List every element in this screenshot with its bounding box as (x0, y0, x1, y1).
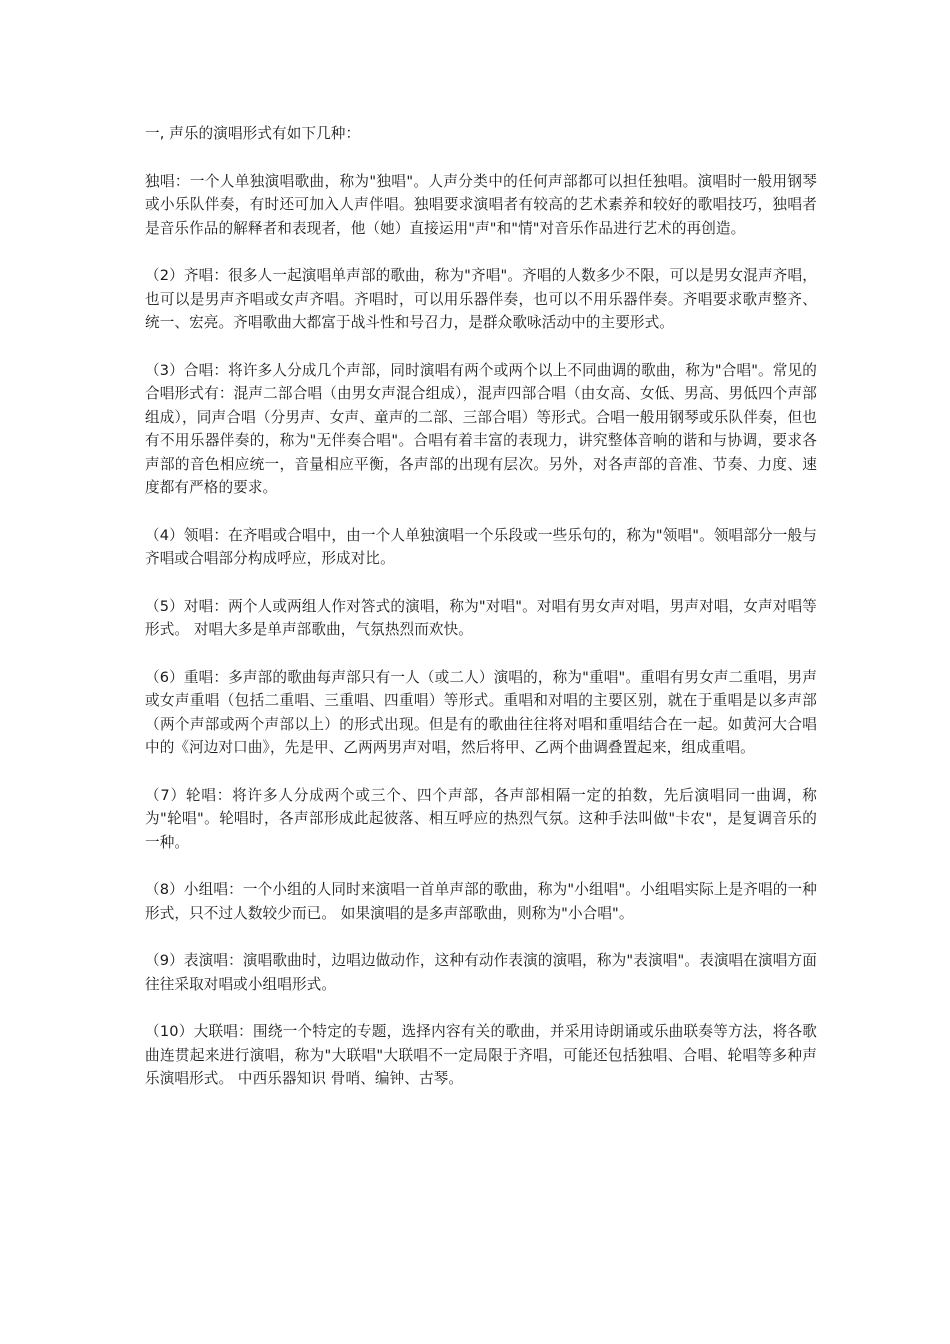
paragraph-medley: （10）大联唱：围绕一个特定的专题，选择内容有关的歌曲，并采用诗朗诵或乐曲联奏等方法，将各歌曲连贯起来进行演唱，称为"大联唱"大联唱不一定局限于齐唱，可能还包括独唱、合唱、轮唱等多种声乐演唱形式。 中西乐器知识 骨哨、编钟、古琴。 (145, 1023, 817, 1087)
paragraph-duet-antiphonal: （5）对唱：两个人或两组人作对答式的演唱，称为"对唱"。对唱有男女声对唱，男声对唱，女声对唱等形式。 对唱大多是单声部歌曲，气氛热烈而欢快。 (145, 597, 817, 638)
section-heading: 一, 声乐的演唱形式有如下几种： (145, 125, 361, 142)
paragraph-small-group: （8）小组唱：一个小组的人同时来演唱一首单声部的歌曲，称为"小组唱"。小组唱实际上是齐唱的一种形式，只不过人数较少而已。 如果演唱的是多声部歌曲，则称为"小合唱"。 (145, 881, 817, 922)
paragraph-performance-singing: （9）表演唱：演唱歌曲时，边唱边做动作，这种有动作表演的演唱，称为"表演唱"。表演唱在演唱方面往往采取对唱或小组唱形式。 (145, 952, 817, 993)
paragraph-ensemble: （6）重唱：多声部的歌曲每声部只有一人（或二人）演唱的，称为"重唱"。重唱有男女声二重唱，男声或女声重唱（包括二重唱、三重唱、四重唱）等形式。重唱和对唱的主要区别，就在于重唱是以多声部（两个声部或两个声部以上）的形式出现。但是有的歌曲往往将对唱和重唱结合在一起。如黄河大合唱中的《河边对口曲》，先是甲、乙两两男声对唱，然后将甲、乙两个曲调叠置起来，组成重唱。 (145, 668, 817, 756)
document-page (145, 122, 817, 1091)
paragraph-lead-singing: （4）领唱：在齐唱或合唱中，由一个人单独演唱一个乐段或一些乐句的，称为"领唱"。领唱部分一般与齐唱或合唱部分构成呼应，形成对比。 (145, 526, 817, 567)
paragraph-chorus: （3）合唱：将许多人分成几个声部，同时演唱有两个或两个以上不同曲调的歌曲，称为"合唱"。常见的合唱形式有：混声二部合唱（由男女声混合组成），混声四部合唱（由女高、女低、男高、男低四个声部组成），同声合唱（分男声、女声、童声的二部、三部合唱）等形式。合唱一般用钢琴或乐队伴奏，但也有不用乐器伴奏的，称为"无伴奏合唱"。合唱有着丰富的表现力，讲究整体音响的谐和与协调，要求各声部的音色相应统一，音量相应平衡，各声部的出现有层次。另外，对各声部的音准、节奏、力度、速度都有严格的要求。 (145, 361, 817, 496)
paragraph-unison: （2）齐唱：很多人一起演唱单声部的歌曲，称为"齐唱"。齐唱的人数多少不限，可以是男女混声齐唱，也可以是男声齐唱或女声齐唱。齐唱时，可以用乐器伴奏，也可以不用乐器伴奏。齐唱要求歌声整齐、统一、宏亮。齐唱歌曲大都富于战斗性和号召力，是群众歌咏活动中的主要形式。 (145, 267, 817, 331)
paragraph-round: （7）轮唱：将许多人分成两个或三个、四个声部，各声部相隔一定的拍数，先后演唱同一曲调，称为"轮唱"。轮唱时，各声部形成此起彼落、相互呼应的热烈气氛。这种手法叫做"卡农"，是复调音乐的一种。 (145, 786, 817, 851)
paragraph-solo: 独唱：一个人单独演唱歌曲，称为"独唱"。人声分类中的任何声部都可以担任独唱。演唱时一般用钢琴或小乐队伴奏，有时还可加入人声伴唱。独唱要求演唱者有较高的艺术素养和较好的歌唱技巧，独唱者是音乐作品的解释者和表现者，他（她）直接运用"声"和"情"对音乐作品进行艺术的再创造。 (145, 172, 817, 237)
